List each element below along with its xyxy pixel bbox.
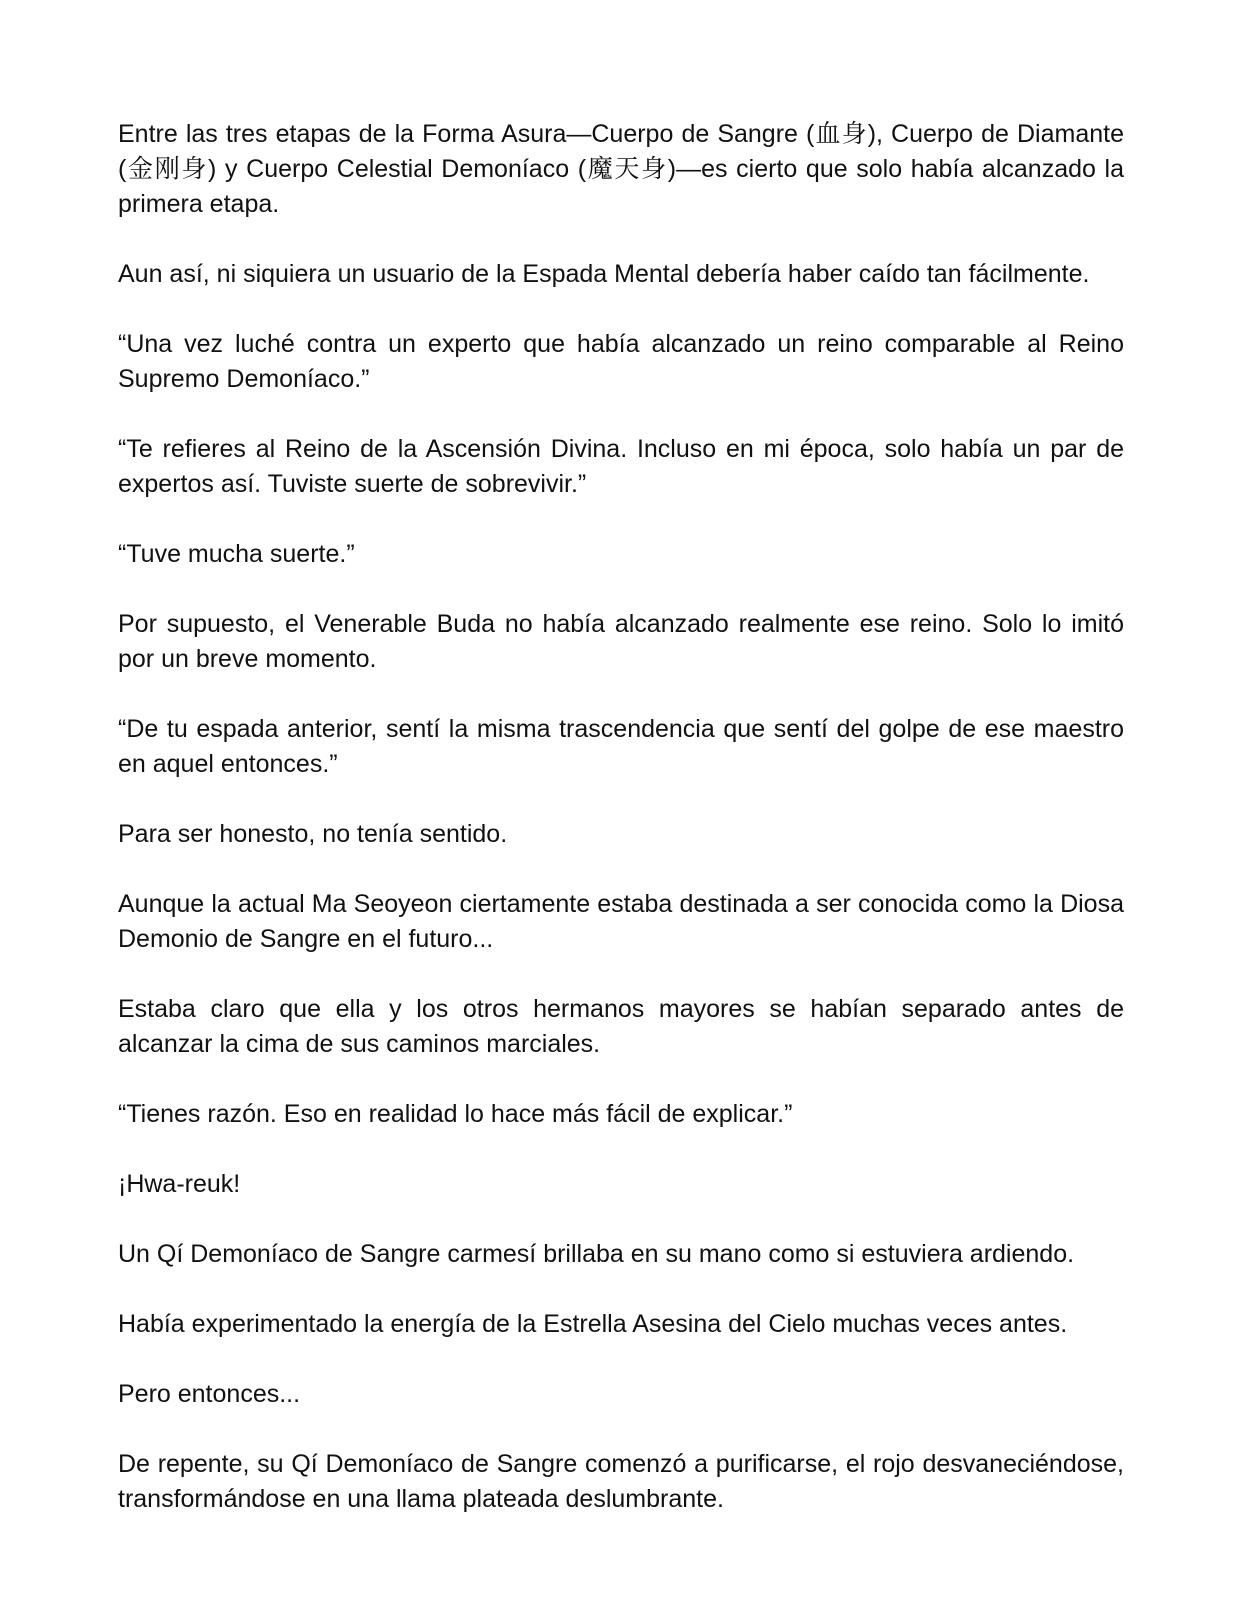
paragraph-fought-expert: “Una vez luché contra un experto que había alcanzado un reino comparable al Reino Supremo Demoníaco.”	[118, 330, 1124, 393]
paragraph-silver-flame: De repente, su Qí Demoníaco de Sangre comenzó a purificarse, el rojo desvaneciéndose, transformándose en una llama plateada deslumbrante.	[118, 1450, 1124, 1513]
paragraph-you-are-right: “Tienes razón. Eso en realidad lo hace más fácil de explicar.”	[118, 1100, 793, 1128]
paragraph-divine-ascension: “Te refieres al Reino de la Ascensión Divina. Incluso en mi época, solo había un par de expertos así. Tuviste suerte de sobrevivir.”	[118, 435, 1124, 498]
paragraph-transcendence: “De tu espada anterior, sentí la misma trascendencia que sentí del golpe de ese maestro en aquel entonces.”	[118, 715, 1124, 778]
paragraph-venerable-buddha: Por supuesto, el Venerable Buda no había alcanzado realmente ese reino. Solo lo imitó por un breve momento.	[118, 610, 1124, 673]
paragraph-mental-sword: Aun así, ni siquiera un usuario de la Espada Mental debería haber caído tan fácilmente.	[118, 260, 1090, 288]
paragraph-ma-seoyeon: Aunque la actual Ma Seoyeon ciertamente estaba destinada a ser conocida como la Diosa Demonio de Sangre en el futuro...	[118, 890, 1124, 953]
paragraph-lucky: “Tuve mucha suerte.”	[118, 540, 355, 568]
paragraph-no-sense: Para ser honesto, no tenía sentido.	[118, 820, 508, 848]
paragraph-but-then: Pero entonces...	[118, 1380, 301, 1408]
document-page	[118, 117, 1124, 1552]
paragraph-asura-stages: Entre las tres etapas de la Forma Asura—Cuerpo de Sangre (血身), Cuerpo de Diamante (金刚身) y Cuerpo Celestial Demoníaco (魔天身)—es cierto que solo había alcanzado la primera etapa.	[118, 120, 1124, 218]
paragraph-hwa-reuk: ¡Hwa-reuk!	[118, 1170, 241, 1198]
paragraph-separated: Estaba claro que ella y los otros hermanos mayores se habían separado antes de alcanzar la cima de sus caminos marciales.	[118, 995, 1124, 1058]
paragraph-killing-star: Había experimentado la energía de la Estrella Asesina del Cielo muchas veces antes.	[118, 1310, 1068, 1338]
paragraph-crimson-qi: Un Qí Demoníaco de Sangre carmesí brillaba en su mano como si estuviera ardiendo.	[118, 1240, 1075, 1268]
